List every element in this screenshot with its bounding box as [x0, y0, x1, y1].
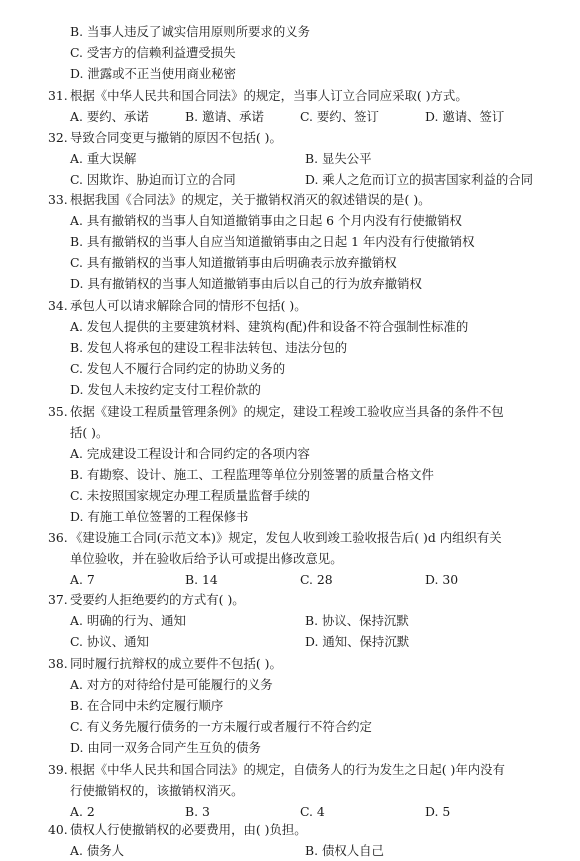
question-stem: 行使撤销权的，该撤销权消灭。 [70, 783, 244, 798]
answer-option: A. 明确的行为、通知 [70, 613, 186, 628]
question-stem: 承包人可以请求解除合同的情形不包括( )。 [70, 298, 307, 313]
answer-option: D. 通知、保持沉默 [305, 634, 410, 649]
answer-option: B. 债权人自己 [305, 843, 384, 858]
question-stem: 《建设施工合同(示范文本)》规定，发包人收到竣工验收报告后( )d 内组织有关 [70, 530, 502, 545]
answer-option: A. 7 [70, 572, 95, 587]
answer-option: C. 要约、签订 [300, 109, 379, 124]
answer-option: B. 3 [185, 804, 210, 819]
answer-option: B. 有勘察、设计、施工、工程监理等单位分别签署的质量合格文件 [70, 467, 434, 482]
question-number: 37. [48, 592, 68, 607]
question-stem: 括( )。 [70, 425, 109, 440]
question-stem: 根据《中华人民共和国合同法》的规定，当事人订立合同应采取( )方式。 [70, 88, 468, 103]
answer-option: D. 30 [425, 572, 459, 587]
answer-option: A. 发包人提供的主要建筑材料、建筑构(配)件和设备不符合强制性标准的 [70, 319, 469, 334]
question-stem: 根据我国《合同法》的规定，关于撤销权消灭的叙述错误的是( )。 [70, 192, 431, 207]
option-line: C. 受害方的信赖利益遭受损失 [70, 45, 236, 60]
answer-option: B. 邀请、承诺 [185, 109, 264, 124]
answer-option: D. 发包人未按约定支付工程价款的 [70, 382, 261, 397]
answer-option: A. 对方的对待给付是可能履行的义务 [70, 677, 273, 692]
answer-option: C. 具有撤销权的当事人知道撤销事由后明确表示放弃撤销权 [70, 255, 397, 270]
answer-option: C. 4 [300, 804, 325, 819]
answer-option: D. 5 [425, 804, 451, 819]
answer-option: C. 协议、通知 [70, 634, 149, 649]
answer-option: A. 重大误解 [70, 151, 137, 166]
question-stem: 根据《中华人民共和国合同法》的规定，自债务人的行为发生之日起( )年内没有 [70, 762, 505, 777]
answer-option: B. 协议、保持沉默 [305, 613, 409, 628]
answer-option: C. 有义务先履行债务的一方未履行或者履行不符合约定 [70, 719, 372, 734]
option-line: B. 当事人违反了诚实信用原则所要求的义务 [70, 24, 311, 39]
question-stem: 依据《建设工程质量管理条例》的规定，建设工程竣工验收应当具备的条件不包 [70, 404, 504, 419]
answer-option: A. 完成建设工程设计和合同约定的各项内容 [70, 446, 310, 461]
answer-option: D. 有施工单位签署的工程保修书 [70, 509, 249, 524]
answer-option: D. 具有撤销权的当事人知道撤销事由后以自己的行为放弃撤销权 [70, 276, 422, 291]
answer-option: B. 显失公平 [305, 151, 372, 166]
answer-option: C. 未按照国家规定办理工程质量监督手续的 [70, 488, 310, 503]
answer-option: A. 2 [70, 804, 95, 819]
answer-option: C. 发包人不履行合同约定的协助义务的 [70, 361, 286, 376]
question-stem: 导致合同变更与撤销的原因不包括( )。 [70, 130, 282, 145]
answer-option: C. 因欺诈、胁迫而订立的合同 [70, 172, 236, 187]
answer-option: A. 要约、承诺 [70, 109, 149, 124]
question-number: 40. [48, 822, 68, 837]
question-number: 32. [48, 130, 68, 145]
answer-option: D. 乘人之危而订立的损害国家利益的合同 [305, 172, 534, 187]
question-number: 34. [48, 298, 68, 313]
question-number: 31. [48, 88, 68, 103]
question-number: 35. [48, 404, 68, 419]
answer-option: D. 邀请、签订 [425, 109, 505, 124]
answer-option: B. 具有撤销权的当事人自应当知道撤销事由之日起 1 年内没有行使撤销权 [70, 234, 475, 249]
answer-option: B. 在合同中未约定履行顺序 [70, 698, 224, 713]
question-number: 33. [48, 192, 68, 207]
question-number: 38. [48, 656, 68, 671]
answer-option: A. 具有撤销权的当事人自知道撤销事由之日起 6 个月内没有行使撤销权 [70, 213, 462, 228]
answer-option: D. 由同一双务合同产生互负的债务 [70, 740, 261, 755]
question-stem: 同时履行抗辩权的成立要件不包括( )。 [70, 656, 282, 671]
question-number: 36. [48, 530, 68, 545]
answer-option: B. 14 [185, 572, 218, 587]
option-line: D. 泄露或不正当使用商业秘密 [70, 66, 237, 81]
question-stem: 受要约人拒绝要约的方式有( )。 [70, 592, 245, 607]
answer-option: C. 28 [300, 572, 333, 587]
question-number: 39. [48, 762, 68, 777]
answer-option: A. 债务人 [70, 843, 124, 858]
answer-option: B. 发包人将承包的建设工程非法转包、违法分包的 [70, 340, 348, 355]
question-stem: 债权人行使撤销权的必要费用，由( )负担。 [70, 822, 307, 837]
question-stem: 单位验收，并在验收后给予认可或提出修改意见。 [70, 551, 343, 566]
